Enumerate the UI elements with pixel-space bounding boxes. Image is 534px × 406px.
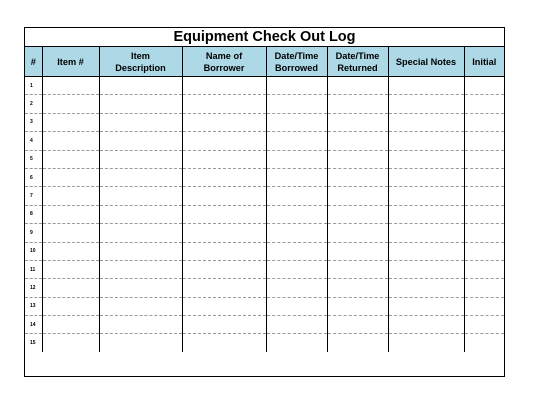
entry-cell[interactable] bbox=[464, 150, 504, 168]
row-number: 12 bbox=[25, 279, 42, 297]
row-number: 9 bbox=[25, 224, 42, 242]
row-number: 8 bbox=[25, 205, 42, 223]
entry-cell[interactable] bbox=[99, 113, 182, 131]
row-number: 14 bbox=[25, 316, 42, 334]
entry-cell[interactable] bbox=[266, 316, 327, 334]
entry-cell[interactable] bbox=[182, 297, 266, 315]
entry-cell[interactable] bbox=[464, 168, 504, 186]
entry-cell[interactable] bbox=[42, 168, 99, 186]
row-number: 7 bbox=[25, 187, 42, 205]
entry-cell[interactable] bbox=[327, 168, 388, 186]
table-row bbox=[25, 77, 504, 95]
entry-cell[interactable] bbox=[388, 168, 464, 186]
entry-cell[interactable] bbox=[327, 242, 388, 260]
entry-cell[interactable] bbox=[99, 77, 182, 95]
column-header-item-description bbox=[99, 47, 182, 77]
entry-cell[interactable] bbox=[388, 187, 464, 205]
entry-cell[interactable] bbox=[182, 95, 266, 113]
entry-cell[interactable] bbox=[388, 297, 464, 315]
entry-cell[interactable] bbox=[182, 150, 266, 168]
entry-cell[interactable] bbox=[388, 316, 464, 334]
entry-cell[interactable] bbox=[42, 187, 99, 205]
entry-cell[interactable] bbox=[266, 224, 327, 242]
entry-cell[interactable] bbox=[182, 316, 266, 334]
table-row bbox=[25, 297, 504, 315]
entry-cell[interactable] bbox=[388, 205, 464, 223]
entry-cell[interactable] bbox=[464, 77, 504, 95]
entry-cell[interactable] bbox=[327, 150, 388, 168]
entry-cell[interactable] bbox=[388, 334, 464, 352]
entry-cell[interactable] bbox=[99, 279, 182, 297]
entry-cell[interactable] bbox=[182, 279, 266, 297]
entry-cell[interactable] bbox=[327, 334, 388, 352]
entry-cell[interactable] bbox=[182, 113, 266, 131]
column-header-special-notes bbox=[388, 47, 464, 77]
table-row bbox=[25, 242, 504, 260]
entry-cell[interactable] bbox=[182, 334, 266, 352]
entry-cell[interactable] bbox=[42, 150, 99, 168]
entry-cell[interactable] bbox=[182, 77, 266, 95]
entry-cell[interactable] bbox=[327, 316, 388, 334]
column-header-label: Special Notes bbox=[395, 56, 457, 67]
entry-cell[interactable] bbox=[327, 95, 388, 113]
entry-cell[interactable] bbox=[464, 242, 504, 260]
entry-cell[interactable] bbox=[327, 77, 388, 95]
entry-cell[interactable] bbox=[266, 150, 327, 168]
entry-cell[interactable] bbox=[42, 279, 99, 297]
column-header-label: Initial bbox=[472, 56, 497, 67]
entry-cell[interactable] bbox=[42, 242, 99, 260]
row-number: 3 bbox=[25, 113, 42, 131]
row-number: 4 bbox=[25, 132, 42, 150]
entry-cell[interactable] bbox=[388, 150, 464, 168]
column-header-date-returned bbox=[327, 47, 388, 77]
entry-cell[interactable] bbox=[99, 242, 182, 260]
entry-cell[interactable] bbox=[464, 334, 504, 352]
column-header-label: # bbox=[30, 56, 36, 67]
row-number: 2 bbox=[25, 95, 42, 113]
entry-cell[interactable] bbox=[99, 187, 182, 205]
entry-cell[interactable] bbox=[266, 77, 327, 95]
entry-cell[interactable] bbox=[182, 224, 266, 242]
table-row bbox=[25, 132, 504, 150]
entry-cell[interactable] bbox=[99, 260, 182, 278]
entry-cell[interactable] bbox=[327, 224, 388, 242]
entry-cell[interactable] bbox=[327, 205, 388, 223]
entry-cell[interactable] bbox=[266, 205, 327, 223]
entry-cell[interactable] bbox=[464, 95, 504, 113]
row-number: 15 bbox=[25, 334, 42, 352]
row-number: 13 bbox=[25, 297, 42, 315]
entry-cell[interactable] bbox=[42, 77, 99, 95]
entry-cell[interactable] bbox=[464, 132, 504, 150]
entry-cell[interactable] bbox=[266, 279, 327, 297]
entry-cell[interactable] bbox=[464, 279, 504, 297]
entry-cell[interactable] bbox=[388, 113, 464, 131]
entry-cell[interactable] bbox=[182, 187, 266, 205]
table-row bbox=[25, 150, 504, 168]
entry-cell[interactable] bbox=[42, 297, 99, 315]
entry-cell[interactable] bbox=[99, 205, 182, 223]
entry-cell[interactable] bbox=[266, 334, 327, 352]
table-row bbox=[25, 113, 504, 131]
table-row bbox=[25, 224, 504, 242]
column-header-label: Item # bbox=[57, 56, 84, 67]
row-number: 1 bbox=[25, 77, 42, 95]
entry-cell[interactable] bbox=[464, 113, 504, 131]
table-row bbox=[25, 279, 504, 297]
row-number: 5 bbox=[25, 150, 42, 168]
entry-cell[interactable] bbox=[266, 168, 327, 186]
entry-cell[interactable] bbox=[266, 260, 327, 278]
column-header-label: Name of Borrower bbox=[203, 50, 245, 73]
entry-cell[interactable] bbox=[99, 297, 182, 315]
entry-cell[interactable] bbox=[266, 132, 327, 150]
table-row bbox=[25, 95, 504, 113]
log-body bbox=[25, 77, 504, 353]
entry-cell[interactable] bbox=[182, 168, 266, 186]
entry-cell[interactable] bbox=[266, 297, 327, 315]
table-row bbox=[25, 260, 504, 278]
column-header-label: Date/Time Borrowed bbox=[274, 50, 319, 73]
entry-cell[interactable] bbox=[464, 297, 504, 315]
row-number: 10 bbox=[25, 242, 42, 260]
header-row bbox=[25, 47, 504, 77]
entry-cell[interactable] bbox=[266, 242, 327, 260]
row-number: 6 bbox=[25, 168, 42, 186]
entry-cell[interactable] bbox=[99, 224, 182, 242]
entry-cell[interactable] bbox=[266, 113, 327, 131]
entry-cell[interactable] bbox=[42, 132, 99, 150]
entry-cell[interactable] bbox=[42, 205, 99, 223]
entry-cell[interactable] bbox=[99, 95, 182, 113]
entry-cell[interactable] bbox=[266, 95, 327, 113]
log-title: Equipment Check Out Log bbox=[25, 28, 504, 47]
entry-cell[interactable] bbox=[327, 260, 388, 278]
entry-cell[interactable] bbox=[388, 77, 464, 95]
entry-cell[interactable] bbox=[327, 279, 388, 297]
column-header-label: Item Description bbox=[115, 50, 166, 73]
table-row bbox=[25, 187, 504, 205]
entry-cell[interactable] bbox=[99, 132, 182, 150]
entry-cell[interactable] bbox=[99, 168, 182, 186]
table-row bbox=[25, 316, 504, 334]
table-row bbox=[25, 205, 504, 223]
entry-cell[interactable] bbox=[99, 316, 182, 334]
entry-cell[interactable] bbox=[388, 279, 464, 297]
column-header-borrower-name bbox=[182, 47, 266, 77]
entry-cell[interactable] bbox=[42, 95, 99, 113]
entry-cell[interactable] bbox=[464, 260, 504, 278]
entry-cell[interactable] bbox=[266, 187, 327, 205]
table-row bbox=[25, 168, 504, 186]
entry-cell[interactable] bbox=[327, 113, 388, 131]
entry-cell[interactable] bbox=[42, 260, 99, 278]
entry-cell[interactable] bbox=[42, 316, 99, 334]
entry-cell[interactable] bbox=[42, 334, 99, 352]
column-header-item-number bbox=[42, 47, 99, 77]
entry-cell[interactable] bbox=[464, 316, 504, 334]
entry-cell[interactable] bbox=[388, 95, 464, 113]
checkout-log-sheet bbox=[24, 27, 505, 377]
entry-cell[interactable] bbox=[388, 260, 464, 278]
column-header-initial bbox=[464, 47, 504, 77]
entry-cell[interactable] bbox=[42, 113, 99, 131]
column-header-number bbox=[25, 47, 42, 77]
entry-cell[interactable] bbox=[388, 132, 464, 150]
entry-cell[interactable] bbox=[464, 187, 504, 205]
entry-cell[interactable] bbox=[464, 205, 504, 223]
checkout-log-table bbox=[25, 47, 504, 352]
entry-cell[interactable] bbox=[182, 132, 266, 150]
entry-cell[interactable] bbox=[388, 242, 464, 260]
entry-cell[interactable] bbox=[327, 187, 388, 205]
column-header-label: Date/Time Returned bbox=[335, 50, 380, 73]
entry-cell[interactable] bbox=[99, 334, 182, 352]
column-header-date-borrowed bbox=[266, 47, 327, 77]
entry-cell[interactable] bbox=[99, 150, 182, 168]
row-number: 11 bbox=[25, 260, 42, 278]
entry-cell[interactable] bbox=[182, 242, 266, 260]
entry-cell[interactable] bbox=[388, 224, 464, 242]
entry-cell[interactable] bbox=[182, 260, 266, 278]
entry-cell[interactable] bbox=[42, 224, 99, 242]
entry-cell[interactable] bbox=[327, 297, 388, 315]
entry-cell[interactable] bbox=[182, 205, 266, 223]
entry-cell[interactable] bbox=[327, 132, 388, 150]
entry-cell[interactable] bbox=[464, 224, 504, 242]
table-row bbox=[25, 334, 504, 352]
